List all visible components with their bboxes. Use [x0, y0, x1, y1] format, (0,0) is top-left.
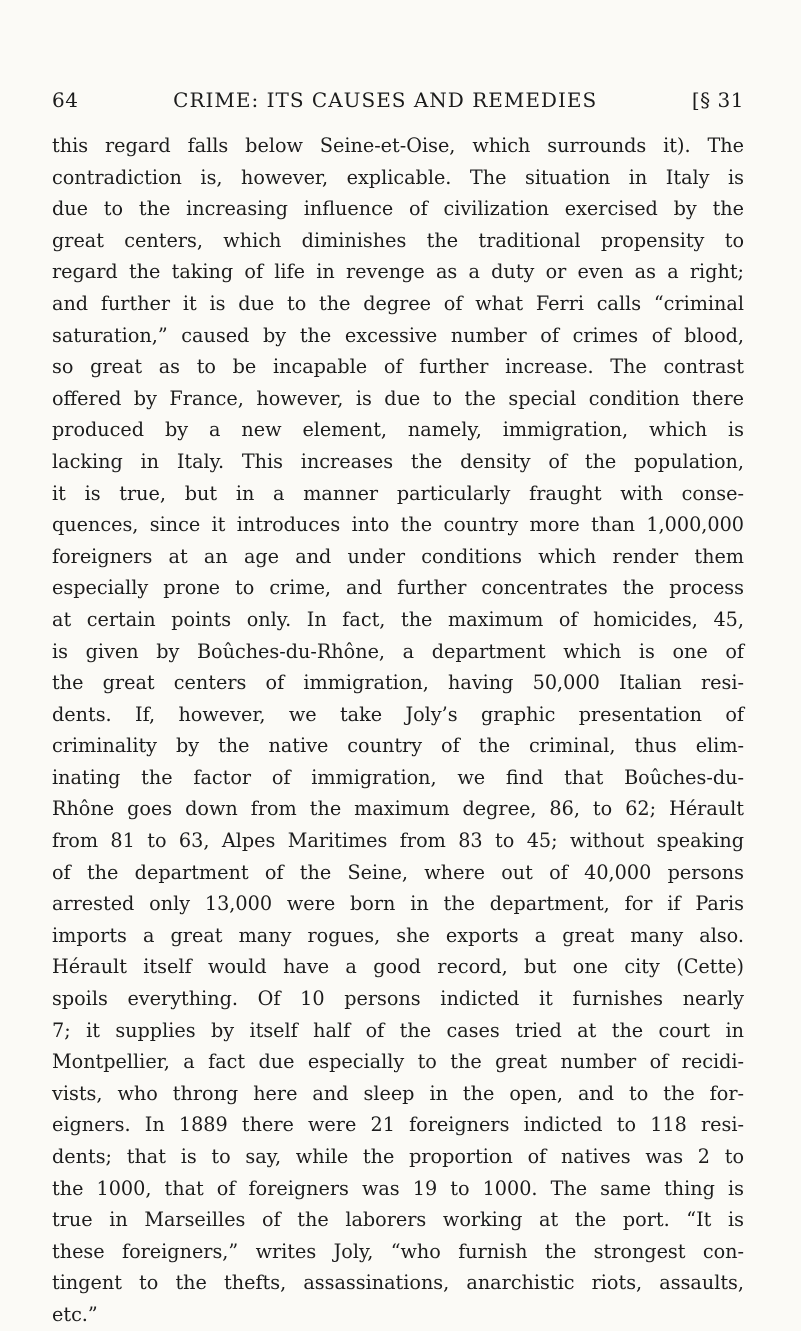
book-page — [52, 88, 744, 1331]
text-line: regard the taking of life in revenge as a duty or even as a right; — [52, 260, 744, 284]
text-line: quences, since it introduces into the country more than 1,000,000 — [52, 513, 744, 537]
text-line: great centers, which diminishes the traditional propensity to — [52, 228, 744, 252]
text-line: tingent to the thefts, assassinations, anarchistic riots, assaults, — [52, 1271, 744, 1295]
text-line: etc.” — [52, 1302, 98, 1326]
page-number: 64 — [52, 88, 79, 112]
text-line: inating the factor of immigration, we find that Boûches-du- — [52, 765, 744, 789]
text-line: and further it is due to the degree of what Ferri calls “criminal — [52, 291, 744, 315]
text-line: arrested only 13,000 were born in the department, for if Paris — [52, 892, 744, 916]
running-title: CRIME: ITS CAUSES AND REMEDIES — [173, 88, 598, 112]
text-line: from 81 to 63, Alpes Maritimes from 83 to 45; without speaking — [52, 829, 744, 853]
text-line: foreigners at an age and under conditions which render them — [52, 544, 744, 568]
text-line: this regard falls below Seine-et-Oise, which surrounds it). The — [52, 134, 744, 157]
text-line: so great as to be incapable of further increase. The contrast — [52, 355, 744, 379]
text-line: produced by a new element, namely, immigration, which is — [52, 418, 744, 442]
text-line: the great centers of immigration, having 50,000 Italian resi- — [52, 671, 744, 695]
text-line: imports a great many rogues, she exports a great many also. — [52, 923, 744, 947]
text-line: due to the increasing influence of civilization exercised by the — [52, 197, 744, 221]
text-line: it is true, but in a manner particularly fraught with conse- — [52, 481, 744, 505]
text-line: Montpellier, a fact due especially to the great number of recidi- — [52, 1050, 744, 1074]
text-line: contradiction is, however, explicable. The situation in Italy is — [52, 165, 744, 189]
section-marker: [§ 31 — [691, 88, 744, 112]
text-line: 7; it supplies by itself half of the cases tried at the court in — [52, 1018, 744, 1042]
text-line: dents. If, however, we take Joly’s graphic presentation of — [52, 702, 744, 726]
text-line: lacking in Italy. This increases the density of the population, — [52, 449, 744, 473]
text-line: of the department of the Seine, where out of 40,000 persons — [52, 860, 744, 884]
text-line: these foreigners,” writes Joly, “who furnish the strongest con- — [52, 1239, 744, 1263]
text-line: vists, who throng here and sleep in the open, and to the for- — [52, 1081, 744, 1105]
text-line: true in Marseilles of the laborers working at the port. “It is — [52, 1208, 744, 1232]
text-line: Rhône goes down from the maximum degree, 86, to 62; Hérault — [52, 797, 744, 821]
text-line: offered by France, however, is due to the special condition there — [52, 386, 744, 410]
body-paragraph — [52, 130, 744, 1331]
text-line: criminality by the native country of the criminal, thus elim- — [52, 734, 744, 758]
text-line: eigners. In 1889 there were 21 foreigners indicted to 118 resi- — [52, 1113, 744, 1137]
text-line: is given by Boûches-du-Rhône, a department which is one of — [52, 639, 744, 663]
text-line: especially prone to crime, and further concentrates the process — [52, 576, 744, 600]
text-line: Hérault itself would have a good record, but one city (Cette) — [52, 955, 744, 979]
text-line: saturation,” caused by the excessive number of crimes of blood, — [52, 323, 744, 347]
text-line: at certain points only. In fact, the maximum of homicides, 45, — [52, 607, 744, 631]
text-line: dents; that is to say, while the proportion of natives was 2 to — [52, 1145, 744, 1168]
text-line: the 1000, that of foreigners was 19 to 1000. The same thing is — [52, 1176, 744, 1200]
text-line: spoils everything. Of 10 persons indicted it furnishes nearly — [52, 987, 744, 1011]
running-head — [52, 88, 744, 116]
